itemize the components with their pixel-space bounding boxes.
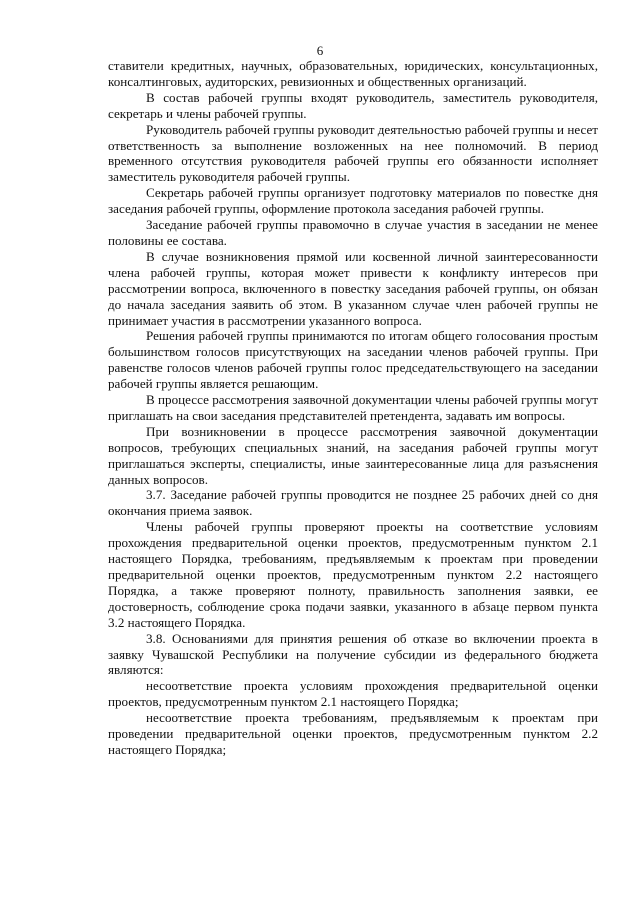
paragraph-9: При возникновении в процессе рассмотрения заявочной документации вопросов, требующих специальных знаний, на заседания рабочей группы могут приглашаться эксперты, специалисты, иные заинтересованные лица для разъяснения данных вопросов. <box>108 423 598 487</box>
paragraph-7: Решения рабочей группы принимаются по итогам общего голосования простым большинством голосов присутствующих на заседании членов рабочей группы. При равенстве голосов членов рабочей группы голос председательствующего на заседании рабочей группы является решающим. <box>108 328 598 392</box>
paragraph-8: В процессе рассмотрения заявочной документации члены рабочей группы могут приглашать на свои заседания представителей претендента, задавать им вопросы. <box>108 392 598 423</box>
paragraph-3: Руководитель рабочей группы руководит деятельностью рабочей группы и несет ответственность за выполнение возложенных на нее полномочий. В период временного отсутствия руководителя рабочей группы его обязанности исполняет заместитель руководителя рабочей группы. <box>108 121 598 185</box>
paragraph-13: несоответствие проекта условиям прохождения предварительной оценки проектов, предусмотренным пунктом 2.1 настоящего Порядка; <box>108 678 598 710</box>
paragraph-10: 3.7. Заседание рабочей группы проводится не позднее 25 рабочих дней со дня окончания приема заявок. <box>108 487 598 519</box>
paragraph-11: Члены рабочей группы проверяют проекты на соответствие условиям прохождения предварительной оценки проектов, предусмотренным пунктом 2.1 настоящего Порядка, требованиям, предъявляемым к проектам при проведении предварительной оценки проектов, предусмотренным пунктом 2.2 настоящего Порядка, а также проверяют полноту, правильность заполнения заявки, ее достоверность, соблюдение срока подачи заявки, указанного в абзаце первом пункта 3.2 настоящего Порядка. <box>108 519 598 630</box>
paragraph-14: несоответствие проекта требованиям, предъявляемым к проектам при проведении предварительной оценки проектов, предусмотренным пунктом 2.2 настоящего Порядка; <box>108 710 598 757</box>
paragraph-12: 3.8. Основаниями для принятия решения об отказе во включении проекта в заявку Чувашской Республики на получение субсидии из федерального бюджета являются: <box>108 630 598 678</box>
paragraph-1: ставители кредитных, научных, образовательных, юридических, консультационных, консалтинговых, аудиторских, ревизионных и общественных организаций. <box>108 58 598 89</box>
paragraph-5: Заседание рабочей группы правомочно в случае участия в заседании не менее половины ее состава. <box>108 217 598 248</box>
paragraph-2: В состав рабочей группы входят руководитель, заместитель руководителя, секретарь и члены рабочей группы. <box>108 89 598 121</box>
paragraph-4: Секретарь рабочей группы организует подготовку материалов по повестке дня заседания рабочей группы, оформление протокола заседания рабочей группы. <box>108 185 598 217</box>
document-body <box>108 58 598 758</box>
paragraph-6: В случае возникновения прямой или косвенной личной заинтересованности члена рабочей группы, которая может привести к конфликту интересов при рассмотрении вопроса, включенного в повестку заседания рабочей группы, он обязан до начала заседания заявить об этом. В указанном случае член рабочей группы не принимает участия в рассмотрении указанного вопроса. <box>108 248 598 328</box>
page-number: 6 <box>316 43 324 58</box>
